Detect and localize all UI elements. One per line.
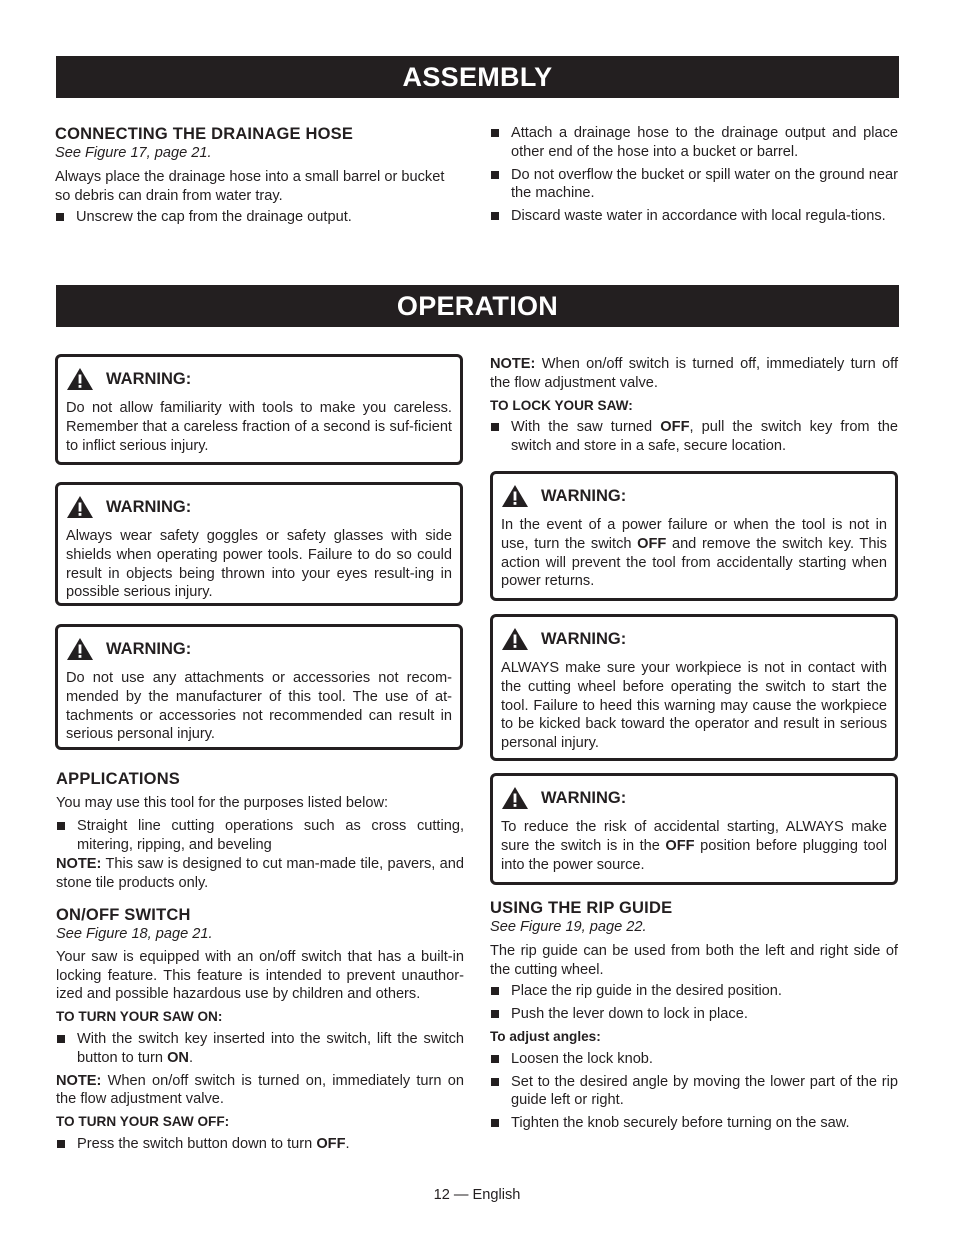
turn-off-heading: TO TURN YOUR SAW OFF: (56, 1114, 230, 1130)
bullet-text: Press the switch button down to turn (77, 1135, 317, 1152)
list-item (56, 1135, 464, 1154)
warning-title (501, 625, 887, 653)
applications-note (56, 855, 464, 893)
warning-label: WARNING: (541, 486, 627, 505)
operation-banner: OPERATION (56, 285, 899, 327)
warning-text: Do not allow familiarity with tools to make you careless. Remember that a careless fraction of a second is suf-ficient to inflict serious injury. (66, 400, 452, 454)
list-item: Straight line cutting operations such as cross cutting, mitering, ripping, and beveling (56, 817, 464, 855)
warning-text: Do not use any attachments or accessories not recom-mended by the manufacturer of this tool. The use of at-tachments or accessories not recommended can result in serious personal injury. (66, 670, 452, 743)
list-item: Loosen the lock knob. (490, 1050, 898, 1069)
warning-label: WARNING: (541, 788, 627, 807)
warning-box (490, 471, 898, 601)
lock-heading: TO LOCK YOUR SAW: (490, 397, 633, 413)
lock-bullets (490, 418, 898, 456)
bullet-bold: ON (167, 1049, 189, 1066)
note-text: When on/off switch is turned off, immediately turn off the flow adjustment valve. (490, 356, 898, 391)
warning-text-bold: OFF (637, 535, 667, 552)
warning-label: WARNING: (106, 639, 192, 658)
note-text: This saw is designed to cut man-made tile, pavers, and stone tile products only. (56, 856, 464, 892)
bullet-bold: OFF (660, 419, 690, 436)
onoff-continued (490, 355, 898, 456)
list-item: Set to the desired angle by moving the lower part of the rip guide left or right. (490, 1073, 898, 1111)
rip-heading: USING THE RIP GUIDE (490, 899, 673, 917)
turn-on-bullets (56, 1030, 464, 1068)
warning-triangle-icon (501, 484, 529, 508)
list-item: Discard waste water in accordance with local regula-tions. (490, 207, 898, 226)
note-label: NOTE: (56, 1072, 102, 1089)
applications-heading: APPLICATIONS (56, 770, 181, 788)
list-item: Unscrew the cap from the drainage output. (55, 208, 463, 227)
page-footer: 12 — English (433, 1187, 521, 1203)
warning-box (490, 773, 898, 885)
turn-off-bullets (56, 1135, 464, 1154)
note-label: NOTE: (56, 856, 102, 873)
drainage-right-column (490, 124, 898, 226)
warning-title (501, 784, 887, 812)
adjust-bullets (490, 1050, 898, 1133)
drainage-figure-ref: See Figure 17, page 21. (55, 145, 212, 161)
warning-triangle-icon (66, 367, 94, 391)
warning-text (501, 516, 887, 591)
list-item: Do not overflow the bucket or spill water on the ground near the machine. (490, 166, 898, 204)
warning-triangle-icon (66, 495, 94, 519)
list-item (490, 418, 898, 456)
warning-title (501, 482, 887, 510)
bullet-bold: OFF (316, 1135, 346, 1152)
list-item: Tighten the knob securely before turning on the saw. (490, 1114, 898, 1133)
warning-box (55, 624, 463, 750)
warning-title (66, 635, 452, 663)
rip-intro: The rip guide can be used from both the left and right side of the cutting wheel. (490, 942, 898, 978)
rip-bullets (490, 982, 898, 1024)
list-item: Push the lever down to lock in place. (490, 1005, 898, 1024)
list-item (56, 1030, 464, 1068)
bullet-end: . (188, 1049, 194, 1066)
applications-intro: You may use this tool for the purposes listed below: (56, 795, 389, 811)
warning-triangle-icon (501, 786, 529, 810)
drainage-left-column (55, 124, 463, 227)
onoff-figure-ref: See Figure 18, page 21. (56, 926, 213, 942)
note-off (490, 355, 898, 393)
warning-text-part: and remove the switch key. This action will prevent the tool from accidentally starting when power returns. (501, 535, 887, 590)
warning-text (501, 818, 887, 874)
applications-section (56, 769, 464, 893)
turn-on-heading: TO TURN YOUR SAW ON: (56, 1009, 223, 1025)
warning-title (66, 365, 452, 393)
list-item: Place the rip guide in the desired position. (490, 982, 898, 1001)
assembly-banner: ASSEMBLY (56, 56, 899, 98)
drainage-heading: CONNECTING THE DRAINAGE HOSE (55, 125, 354, 143)
onoff-section (56, 905, 464, 1154)
warning-triangle-icon (501, 627, 529, 651)
warning-text-bold: OFF (665, 837, 695, 854)
drainage-bullets-right (490, 124, 898, 226)
warning-text-part: position before plugging tool into the power source. (501, 837, 887, 873)
rip-figure-ref: See Figure 19, page 22. (490, 919, 647, 935)
warning-triangle-icon (66, 637, 94, 661)
warning-text: Always wear safety goggles or safety glasses with side shields when operating power tools. Failure to do so could result in objects being thrown into your eyes result-ing in possible serious injury. (66, 528, 452, 601)
applications-bullets (56, 817, 464, 855)
warning-text-part: In the event of a power failure or when the tool is not in use, turn the switch (501, 517, 887, 552)
drainage-intro: Always place the drainage hose into a small barrel or bucket so debris can drain from water tray. (55, 168, 445, 204)
warning-label: WARNING: (541, 629, 627, 648)
warning-text (501, 659, 887, 753)
note-on (56, 1072, 464, 1110)
warning-label: WARNING: (106, 369, 192, 388)
bullet-text: With the switch key inserted into the switch, lift the switch button to turn (77, 1030, 464, 1066)
warning-text-part: ALWAYS make sure your workpiece is not in contact with the cutting wheel before operating the switch to start the tool. Failure to heed this warning may cause the workpiece to be kicked back toward the operator and result in serious personal injury. (501, 660, 887, 752)
list-item: Attach a drainage hose to the drainage output and place other end of the hose into a bucket or barrel. (490, 124, 898, 162)
onoff-heading: ON/OFF SWITCH (56, 906, 191, 924)
onoff-intro: Your saw is equipped with an on/off switch that has a built-in locking feature. This feature is intended to prevent unauthor-ized and possible hazardous use by children and others. (56, 948, 464, 1003)
warning-box (55, 354, 463, 465)
adjust-heading: To adjust angles: (490, 1028, 601, 1044)
note-text: When on/off switch is turned on, immediately turn on the flow adjustment valve. (56, 1072, 464, 1108)
bullet-end: . (345, 1135, 350, 1152)
warning-text-part: To reduce the risk of accidental starting, ALWAYS make sure the switch is in the (501, 819, 887, 854)
drainage-bullets-left (55, 208, 463, 227)
warning-box (490, 614, 898, 761)
warning-label: WARNING: (106, 497, 192, 516)
warning-title (66, 493, 452, 521)
warning-box (55, 482, 463, 606)
bullet-text: , pull the switch key from the switch and store in a safe, secure location. (511, 419, 898, 455)
note-label: NOTE: (490, 356, 536, 372)
bullet-text: With the saw turned (511, 419, 661, 436)
rip-guide-section (490, 898, 898, 1133)
